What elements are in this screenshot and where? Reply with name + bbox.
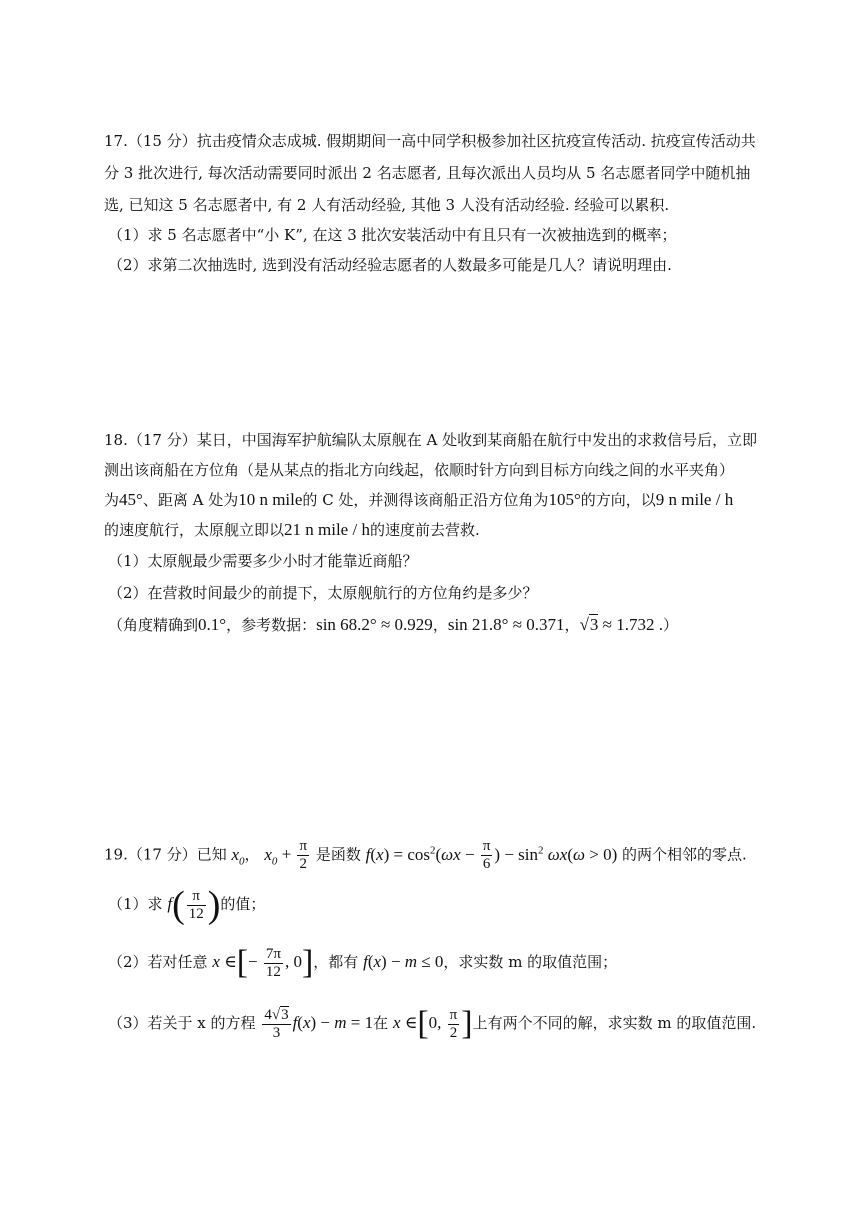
q18-line-1: 18.（17 分）某日，中国海军护航编队太原舰在 A 处收到某商船在航行中发出的求救信号后，立即 xyxy=(104,431,758,449)
q19-part-2: （2）若对任意 x ∈[− $\frac{7\pi}{12}$ , 0]，都有 f(x) − m ≤ 0，求实数 m 的取值范围； xyxy=(108,944,618,982)
q17-line-3: 选, 已知这 5 名志愿者中, 有 2 人有活动经验, 其他 3 人没有活动经验. 经验可以累积. xyxy=(104,196,670,214)
q18-line-3-text-a: 为 xyxy=(104,491,120,509)
q18-ref-sin21: sin 21.8° ≈ 0.371 xyxy=(447,615,565,634)
q18-angle-105: 105° xyxy=(548,490,581,509)
q19-x0: $x_0$ xyxy=(231,844,245,868)
q19-head-c: 的两个相邻的零点. xyxy=(622,845,747,864)
q19-head-a: 19.（17 分）已知 xyxy=(104,845,227,864)
q19-part-3-c: 上有两个不同的解，求实数 m 的取值范围. xyxy=(472,1014,757,1032)
q18-note xyxy=(108,614,678,636)
q18-note-a: （角度精确到 xyxy=(108,616,199,634)
q19-function: $f(x) = \cos^2(\omega x$ − xyxy=(365,844,479,864)
q17-line-2: 分 3 批次进行, 每次活动需要同时派出 2 名志愿者, 且每次派出人员均从 5 名志愿者同学中随机抽 xyxy=(104,164,751,182)
q18-part-1: （1）太原舰最少需要多少小时才能靠近商船？ xyxy=(108,552,418,570)
q19-part-3-b: 在 xyxy=(373,1014,389,1032)
q18-note-d: ， xyxy=(564,616,580,634)
q18-distance: 10 n mile xyxy=(238,490,303,509)
q18-ref-sin68: sin 68.2° ≈ 0.929 xyxy=(316,615,433,634)
q18-note-e: ） xyxy=(663,616,679,634)
q18-line-3-text-b: 、距离 A 处为 xyxy=(142,491,239,509)
q18-part-2: （2）在营救时间最少的前提下，太原舰航行的方位角约是多少？ xyxy=(108,584,538,602)
q19-head: 19.（17 分）已知 $x_0$， $x_0$ + $\frac{\pi}{2}$ 是函数 $f(x) = \cos^2(\omega x$ − $\frac{\pi}{6}$ ) − $\sin^2 \omega x(\omega > 0)$ 的两个相邻的零点. xyxy=(104,838,747,873)
q19-frac-7pi-12: $\frac{7\pi}{12}$ xyxy=(265,945,281,980)
q18-line-3-text-d: 的方向，以 xyxy=(580,491,656,509)
q18-line-4-text-a: 的速度航行，太原舰立即以 xyxy=(104,521,285,539)
q17-part-2: （2）求第二次抽选时, 选到没有活动经验志愿者的人数最多可能是几人？请说明理由. xyxy=(108,256,672,274)
q19-part-2-c: ，求实数 m 的取值范围； xyxy=(443,953,618,971)
q19-part-3: （3）若关于 x 的方程 $\frac{4√3}{3}$ f(x) − m = 1在 x ∈[0, $\frac{\pi}{2}$ ]上有两个不同的解，求实数 m 的取值范围. xyxy=(108,1005,757,1043)
q19-interval-2: x ∈[0, xyxy=(392,1005,446,1043)
q19-interval-1: x ∈[− xyxy=(212,944,262,982)
q18-line-4-text-b: 的速度前去营救. xyxy=(369,521,480,539)
q18-note-b: ，参考数据： xyxy=(226,616,317,634)
q19-part-2-b: ，都有 xyxy=(313,953,359,971)
q18-line-4 xyxy=(104,519,480,541)
q18-speed-navy: 21 n mile / h xyxy=(284,520,370,539)
q19-frac-4sqrt3-3: $\frac{4√3}{3}$ xyxy=(264,1006,289,1041)
q18-ref-sqrt3-value: ≈ 1.732 . xyxy=(602,615,663,634)
q18-speed-ship: 9 n mile / h xyxy=(655,490,734,509)
q17-line-1: 17.（15 分）抗击疫情众志成城. 假期期间一高中同学积极参加社区抗疫宣传活动. 抗疫宣传活动共 xyxy=(104,132,756,150)
q17-part-1: （1）求 5 名志愿者中“小 K”, 在这 3 批次安装活动中有且只有一次被抽选到的概率； xyxy=(108,226,677,244)
q19-head-b: 是函数 xyxy=(315,845,361,864)
q19-frac-pi-12: $\frac{\pi}{12}$ xyxy=(188,887,204,922)
q19-part-1-b: 的值； xyxy=(220,895,266,913)
q19-equation: f(x) − m = 1 xyxy=(292,1013,374,1032)
q19-frac-pi-2-b: $\frac{\pi}{2}$ xyxy=(449,1006,458,1041)
q18-note-c: ， xyxy=(432,616,448,634)
q18-ref-sqrt3: √3 xyxy=(579,615,599,634)
q19-part-1-a: （1）求 xyxy=(108,895,163,913)
q19-part-2-a: （2）若对任意 xyxy=(108,953,208,971)
q18-angle-45: 45° xyxy=(119,490,143,509)
q19-x0-plus: $x_0$ xyxy=(264,844,278,868)
q18-line-2: 测出该商船在方位角（是从某点的指北方向线起，依顺时针方向到目标方向线之间的水平夹角） xyxy=(104,461,735,479)
q18-line-3 xyxy=(104,489,733,511)
q19-frac-pi-2: $\frac{\pi}{2}$ xyxy=(299,838,308,873)
q19-part-1: （1）求 f( $\frac{\pi}{12}$ )的值； xyxy=(108,884,266,926)
q19-inequality: f(x) − m ≤ 0 xyxy=(363,952,444,971)
q19-f: f xyxy=(167,894,173,913)
q18-precision: 0.1° xyxy=(198,615,227,634)
q18-line-3-text-c: 的 C 处，并测得该商船正沿方位角为 xyxy=(302,491,549,509)
q19-frac-pi-6: $\frac{\pi}{6}$ xyxy=(482,838,491,873)
q19-part-3-a: （3）若关于 x 的方程 xyxy=(108,1014,256,1032)
